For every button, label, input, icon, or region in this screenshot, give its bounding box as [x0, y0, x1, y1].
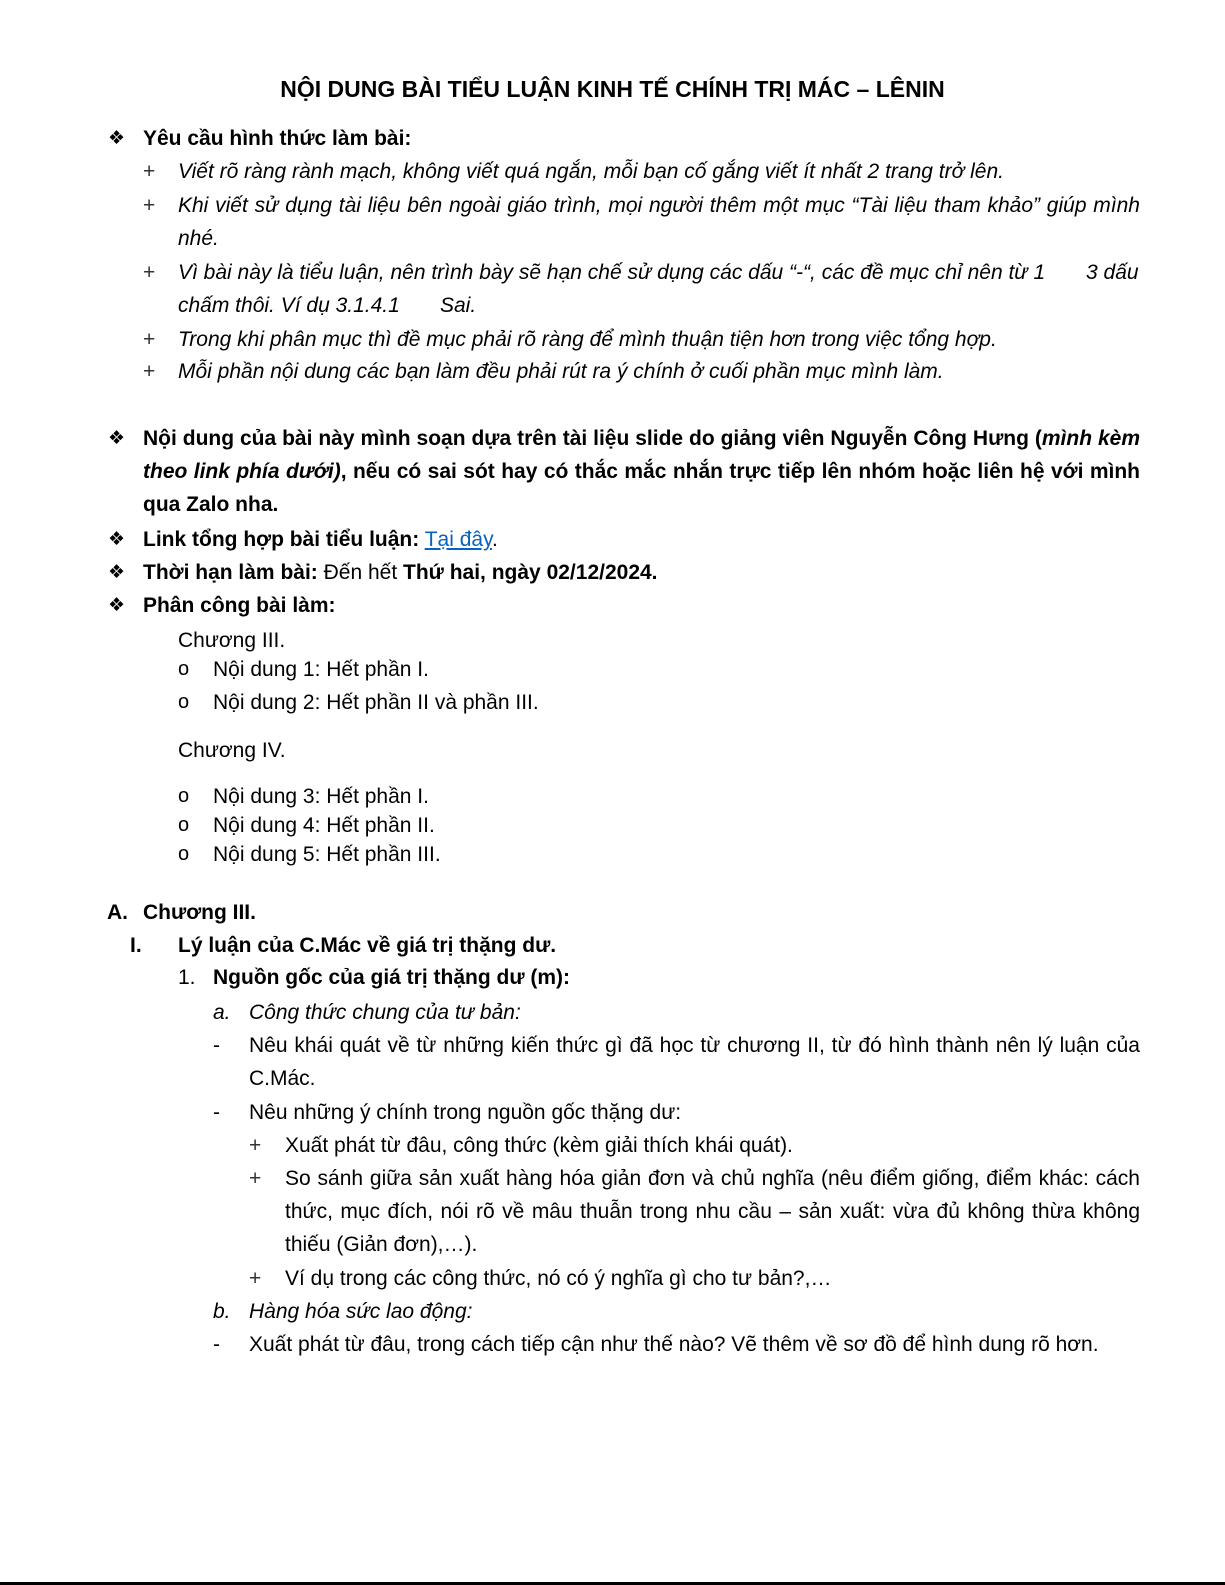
subsection-a-heading: Công thức chung của tư bản: — [249, 1001, 521, 1024]
diamond-bullet-icon: ❖ — [108, 128, 126, 149]
essay-link[interactable]: Tại đây — [424, 528, 493, 551]
assignment-item: Nội dung 4: Hết phần II. — [213, 814, 435, 837]
assignment-heading: Phân công bài làm: — [143, 594, 336, 617]
link-suffix: . — [492, 528, 498, 551]
circle-bullet-icon: o — [178, 785, 190, 807]
requirement-item: Vì bài này là tiểu luận, nên trình bày sẽ hạn chế sử dụng các dấu “-“, các đề mục chỉ nên từ 1 — [178, 261, 1046, 284]
requirements-heading: Yêu cầu hình thức làm bài: — [143, 127, 412, 150]
section-number-marker: 1. — [178, 966, 196, 989]
note-paragraph — [143, 422, 1140, 521]
plus-bullet-icon: + — [143, 160, 156, 183]
circle-bullet-icon: o — [178, 658, 190, 680]
deadline-label: Thời hạn làm bài: — [143, 561, 318, 584]
outline-subitem: So sánh giữa sản xuất hàng hóa giản đơn và chủ nghĩa (nêu điểm giống, điểm khác: cách thức, mục đích, nói rõ về mâu thuẫn trong nhu cầu – sản xuất: vừa đủ không thừa không thiếu (Giản đơn),…). — [285, 1167, 1140, 1256]
outline-subitem: Ví dụ trong các công thức, nó có ý nghĩa gì cho tư bản?,… — [285, 1267, 832, 1290]
deadline-date: Thứ hai, ngày 02/12/2024. — [403, 561, 658, 584]
deadline-line — [143, 556, 658, 589]
outline-item: Nêu khái quát về từ những kiến thức gì đã học từ chương II, từ đó hình thành nên lý luận của C.Mác. — [249, 1034, 1140, 1090]
assignment-item: Nội dung 3: Hết phần I. — [213, 785, 429, 808]
subsection-b-marker: b. — [213, 1300, 231, 1323]
requirement-item: Trong khi phân mục thì đề mục phải rõ ràng để mình thuận tiện hơn trong việc tổng hợp. — [178, 328, 997, 351]
requirement-item: Khi viết sử dụng tài liệu bên ngoài giáo trình, mọi người thêm một mục “Tài liệu tham khảo” giúp mình nhé. — [178, 194, 1140, 250]
diamond-bullet-icon: ❖ — [108, 428, 126, 449]
outline-item: Nêu những ý chính trong nguồn gốc thặng dư: — [249, 1101, 682, 1124]
dash-bullet-icon: - — [213, 1333, 220, 1356]
dash-bullet-icon: - — [213, 1034, 220, 1057]
assignment-item: Nội dung 1: Hết phần I. — [213, 658, 429, 681]
circle-bullet-icon: o — [178, 814, 190, 836]
plus-bullet-icon: + — [249, 1134, 262, 1157]
requirement-example-verdict: Sai. — [440, 294, 477, 317]
section-roman-heading: Lý luận của C.Mác về giá trị thặng dư. — [178, 934, 557, 957]
assignment-item: Nội dung 5: Hết phần III. — [213, 843, 441, 866]
link-line — [143, 523, 498, 556]
note-text: Nội dung của bài này mình soạn dựa trên tài liệu slide do giảng viên Nguyễn Công Hưng ( — [143, 427, 1042, 450]
dash-bullet-icon: - — [213, 1101, 220, 1124]
diamond-bullet-icon: ❖ — [108, 562, 126, 583]
plus-bullet-icon: + — [143, 194, 156, 217]
plus-bullet-icon: + — [143, 328, 156, 351]
plus-bullet-icon: + — [143, 261, 156, 284]
section-roman-marker: I. — [130, 934, 142, 957]
subsection-a-marker: a. — [213, 1001, 231, 1024]
note-emphasis: mình kèm theo link phía dưới) — [143, 427, 1140, 483]
section-a-marker: A. — [107, 901, 128, 924]
requirement-example: chấm thôi. Ví dụ 3.1.4.1 — [178, 294, 400, 317]
circle-bullet-icon: o — [178, 691, 190, 713]
deadline-text: Đến hết — [317, 561, 404, 584]
diamond-bullet-icon: ❖ — [108, 595, 126, 616]
plus-bullet-icon: + — [249, 1267, 262, 1290]
subsection-b-heading: Hàng hóa sức lao động: — [249, 1300, 473, 1323]
plus-bullet-icon: + — [143, 360, 156, 383]
chapter-4-label: Chương IV. — [178, 739, 286, 762]
outline-subitem: Xuất phát từ đâu, công thức (kèm giải thích khái quát). — [285, 1134, 793, 1157]
diamond-bullet-icon: ❖ — [108, 529, 126, 550]
section-a-heading: Chương III. — [143, 901, 256, 924]
link-label: Link tổng hợp bài tiểu luận: — [143, 528, 420, 551]
note-text-end: , nếu có sai sót hay có thắc mắc nhắn trực tiếp lên nhóm hoặc liên hệ với mình qua Zalo nha. — [143, 460, 1141, 516]
requirement-item-end: 3 dấu — [1086, 261, 1139, 284]
requirement-item: Mỗi phần nội dung các bạn làm đều phải rút ra ý chính ở cuối phần mục mình làm. — [178, 360, 944, 383]
plus-bullet-icon: + — [249, 1167, 262, 1190]
section-number-heading: Nguồn gốc của giá trị thặng dư (m): — [213, 966, 571, 989]
circle-bullet-icon: o — [178, 843, 190, 865]
outline-item: Xuất phát từ đâu, trong cách tiếp cận như thế nào? Vẽ thêm về sơ đồ để hình dung rõ hơn. — [249, 1333, 1099, 1356]
assignment-item: Nội dung 2: Hết phần II và phần III. — [213, 691, 539, 714]
page-title: NỘI DUNG BÀI TIỂU LUẬN KINH TẾ CHÍNH TRỊ MÁC – LÊNIN — [280, 76, 945, 102]
chapter-3-label: Chương III. — [178, 629, 286, 652]
requirement-item: Viết rõ ràng rành mạch, không viết quá ngắn, mỗi bạn cố gắng viết ít nhất 2 trang trở lên. — [178, 160, 1004, 183]
